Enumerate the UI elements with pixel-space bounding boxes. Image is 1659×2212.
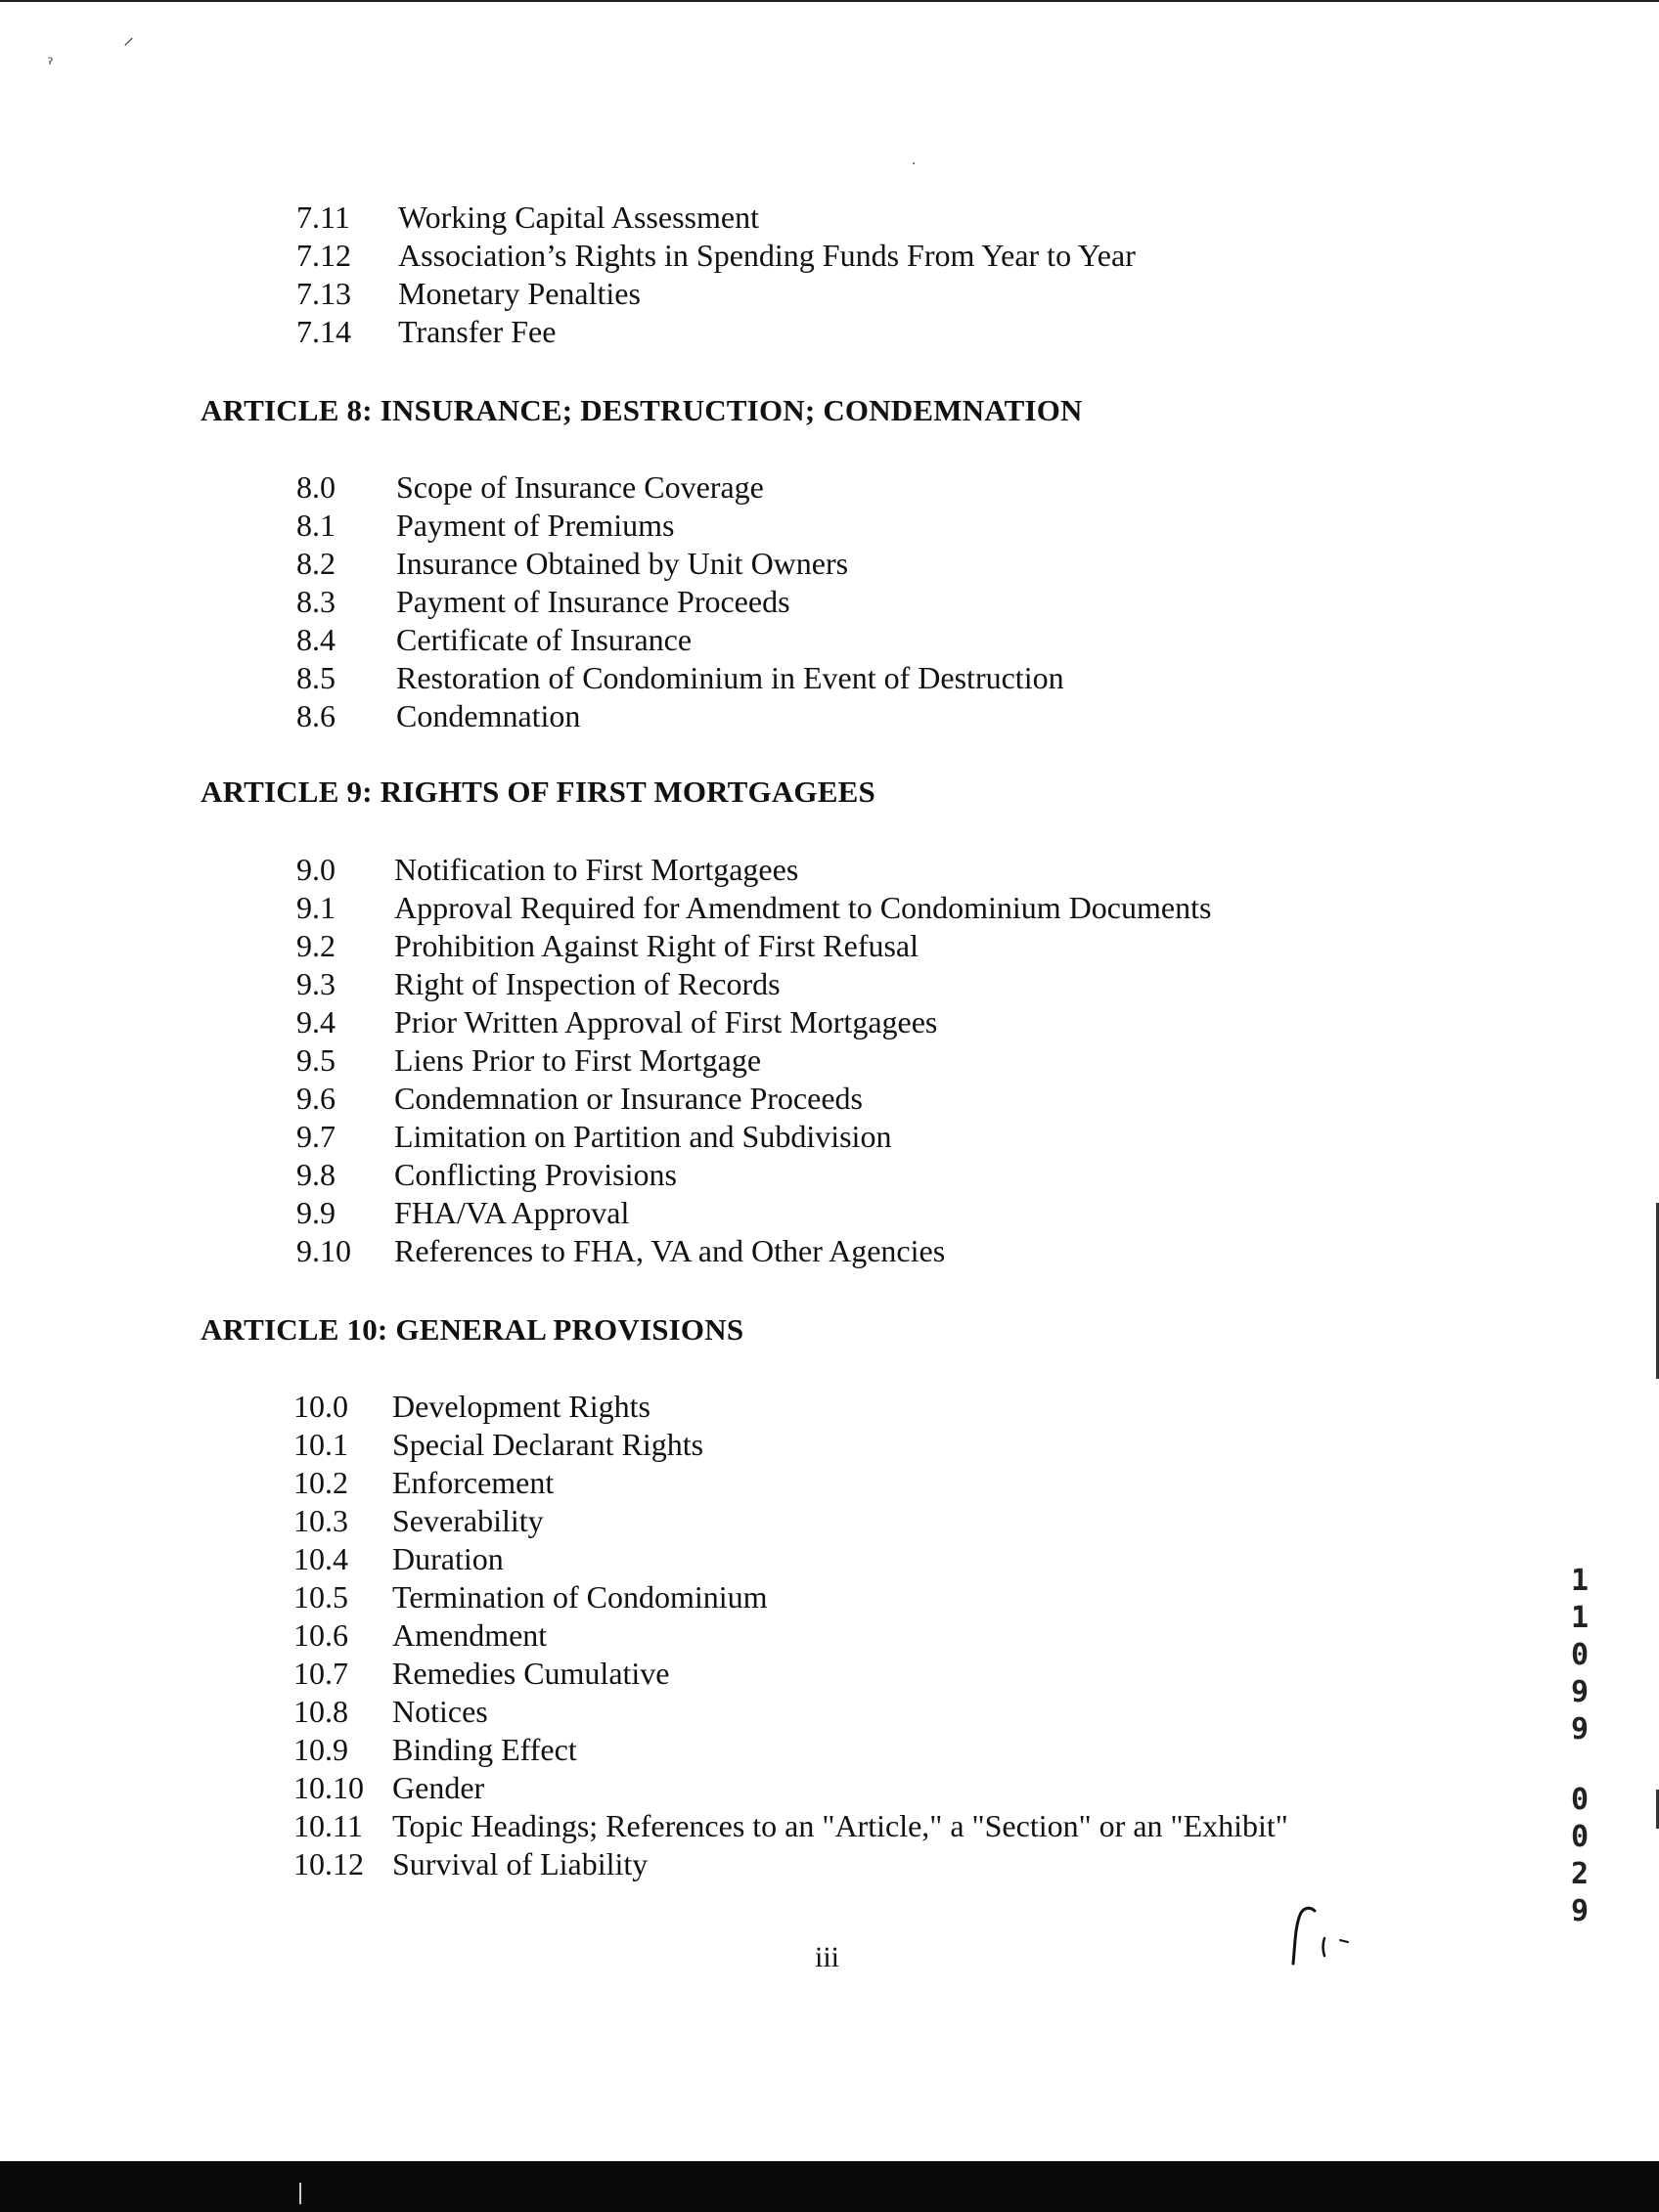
section-number: 9.5 xyxy=(296,1042,336,1078)
section-title: Restoration of Condominium in Event of Destruction xyxy=(396,660,1064,695)
section-title: Severability xyxy=(392,1503,544,1538)
section-number: 8.3 xyxy=(296,584,336,619)
article-heading: ARTICLE 9: RIGHTS OF FIRST MORTGAGEES xyxy=(201,774,875,809)
section-title: Remedies Cumulative xyxy=(392,1656,670,1691)
section-number: 10.0 xyxy=(293,1389,348,1424)
section-number: 9.3 xyxy=(296,966,336,1001)
article-heading: ARTICLE 10: GENERAL PROVISIONS xyxy=(201,1312,744,1347)
section-title: References to FHA, VA and Other Agencies xyxy=(394,1233,946,1268)
section-number: 9.2 xyxy=(296,928,336,963)
stamp-digit: 1 xyxy=(1570,1601,1590,1635)
section-title: Condemnation xyxy=(396,698,581,733)
section-number: 9.9 xyxy=(296,1195,336,1230)
article-heading: ARTICLE 8: INSURANCE; DESTRUCTION; CONDEMNATION xyxy=(201,393,1083,427)
section-title: Working Capital Assessment xyxy=(398,199,759,235)
section-title: Insurance Obtained by Unit Owners xyxy=(396,546,849,581)
section-number: 9.0 xyxy=(296,852,336,887)
section-title: Conflicting Provisions xyxy=(394,1157,677,1192)
section-title: Approval Required for Amendment to Condominium Documents xyxy=(394,890,1212,925)
section-number: 9.6 xyxy=(296,1081,336,1116)
section-title: Topic Headings; References to an "Article," a "Section" or an "Exhibit" xyxy=(392,1808,1288,1843)
section-number: 9.7 xyxy=(296,1119,336,1154)
section-number: 7.13 xyxy=(296,276,351,311)
section-number: 8.0 xyxy=(296,469,336,505)
stamp-digit: 0 xyxy=(1570,1783,1590,1817)
section-number: 9.8 xyxy=(296,1157,336,1192)
section-number: 10.9 xyxy=(293,1732,348,1767)
section-title: Gender xyxy=(392,1770,485,1805)
section-title: Notification to First Mortgagees xyxy=(394,852,799,887)
section-title: Limitation on Partition and Subdivision xyxy=(394,1119,892,1154)
scan-artifact xyxy=(299,2183,301,2204)
section-number: 7.12 xyxy=(296,238,351,273)
section-number: 7.14 xyxy=(296,314,351,349)
section-title: Right of Inspection of Records xyxy=(394,966,781,1001)
section-title: Scope of Insurance Coverage xyxy=(396,469,764,505)
section-title: Termination of Condominium xyxy=(392,1579,768,1615)
section-title: Association’s Rights in Spending Funds From Year to Year xyxy=(398,238,1136,273)
section-title: Binding Effect xyxy=(392,1732,577,1767)
section-title: Special Declarant Rights xyxy=(392,1427,704,1462)
section-title: Payment of Insurance Proceeds xyxy=(396,584,790,619)
scan-speck: ˀ xyxy=(47,55,54,75)
stamp-digit: 0 xyxy=(1570,1638,1590,1672)
section-number: 9.10 xyxy=(296,1233,351,1268)
section-title: Development Rights xyxy=(392,1389,650,1424)
section-title: Payment of Premiums xyxy=(396,508,675,543)
section-number: 9.1 xyxy=(296,890,336,925)
section-number: 10.7 xyxy=(293,1656,348,1691)
section-title: Prior Written Approval of First Mortgagees xyxy=(394,1004,938,1040)
section-title: Notices xyxy=(392,1694,488,1729)
section-number: 8.6 xyxy=(296,698,336,733)
stamp-digit: 9 xyxy=(1570,1894,1590,1928)
section-number: 10.1 xyxy=(293,1427,348,1462)
section-number: 8.2 xyxy=(296,546,336,581)
section-title: Survival of Liability xyxy=(392,1846,649,1881)
page-number: iii xyxy=(815,1941,840,1973)
section-number: 10.11 xyxy=(293,1808,363,1843)
scan-top-edge xyxy=(0,0,1659,2)
scan-bottom-band xyxy=(0,2161,1659,2212)
section-number: 7.11 xyxy=(296,199,350,235)
section-title: Enforcement xyxy=(392,1465,555,1500)
section-title: FHA/VA Approval xyxy=(394,1195,630,1230)
section-title: Condemnation or Insurance Proceeds xyxy=(394,1081,863,1116)
handwritten-initials xyxy=(1281,1895,1360,1973)
section-number: 10.5 xyxy=(293,1579,348,1615)
section-number: 10.10 xyxy=(293,1770,364,1805)
stamp-digit: 2 xyxy=(1570,1857,1590,1891)
recording-stamp-number xyxy=(1563,1563,1596,1928)
stamp-digit: 9 xyxy=(1570,1675,1590,1709)
section-title: Amendment xyxy=(392,1617,548,1653)
stamp-digit: 0 xyxy=(1570,1820,1590,1854)
section-title: Transfer Fee xyxy=(398,314,557,349)
section-title: Certificate of Insurance xyxy=(396,622,693,657)
scan-speck: · xyxy=(912,156,917,172)
section-number: 9.4 xyxy=(296,1004,336,1040)
section-title: Duration xyxy=(392,1541,504,1576)
section-title: Monetary Penalties xyxy=(398,276,641,311)
section-number: 10.2 xyxy=(293,1465,348,1500)
section-number: 8.4 xyxy=(296,622,336,657)
section-title: Prohibition Against Right of First Refusal xyxy=(394,928,919,963)
section-number: 8.5 xyxy=(296,660,336,695)
stamp-digit: 1 xyxy=(1570,1564,1590,1598)
section-number: 10.6 xyxy=(293,1617,348,1653)
section-number: 10.8 xyxy=(293,1694,348,1729)
section-title: Liens Prior to First Mortgage xyxy=(394,1042,762,1078)
section-number: 10.12 xyxy=(293,1846,364,1881)
section-number: 8.1 xyxy=(296,508,336,543)
section-number: 10.4 xyxy=(293,1541,348,1576)
stamp-digit: 9 xyxy=(1570,1712,1590,1747)
scan-speck: ⸝ xyxy=(123,25,135,50)
section-number: 10.3 xyxy=(293,1503,348,1538)
